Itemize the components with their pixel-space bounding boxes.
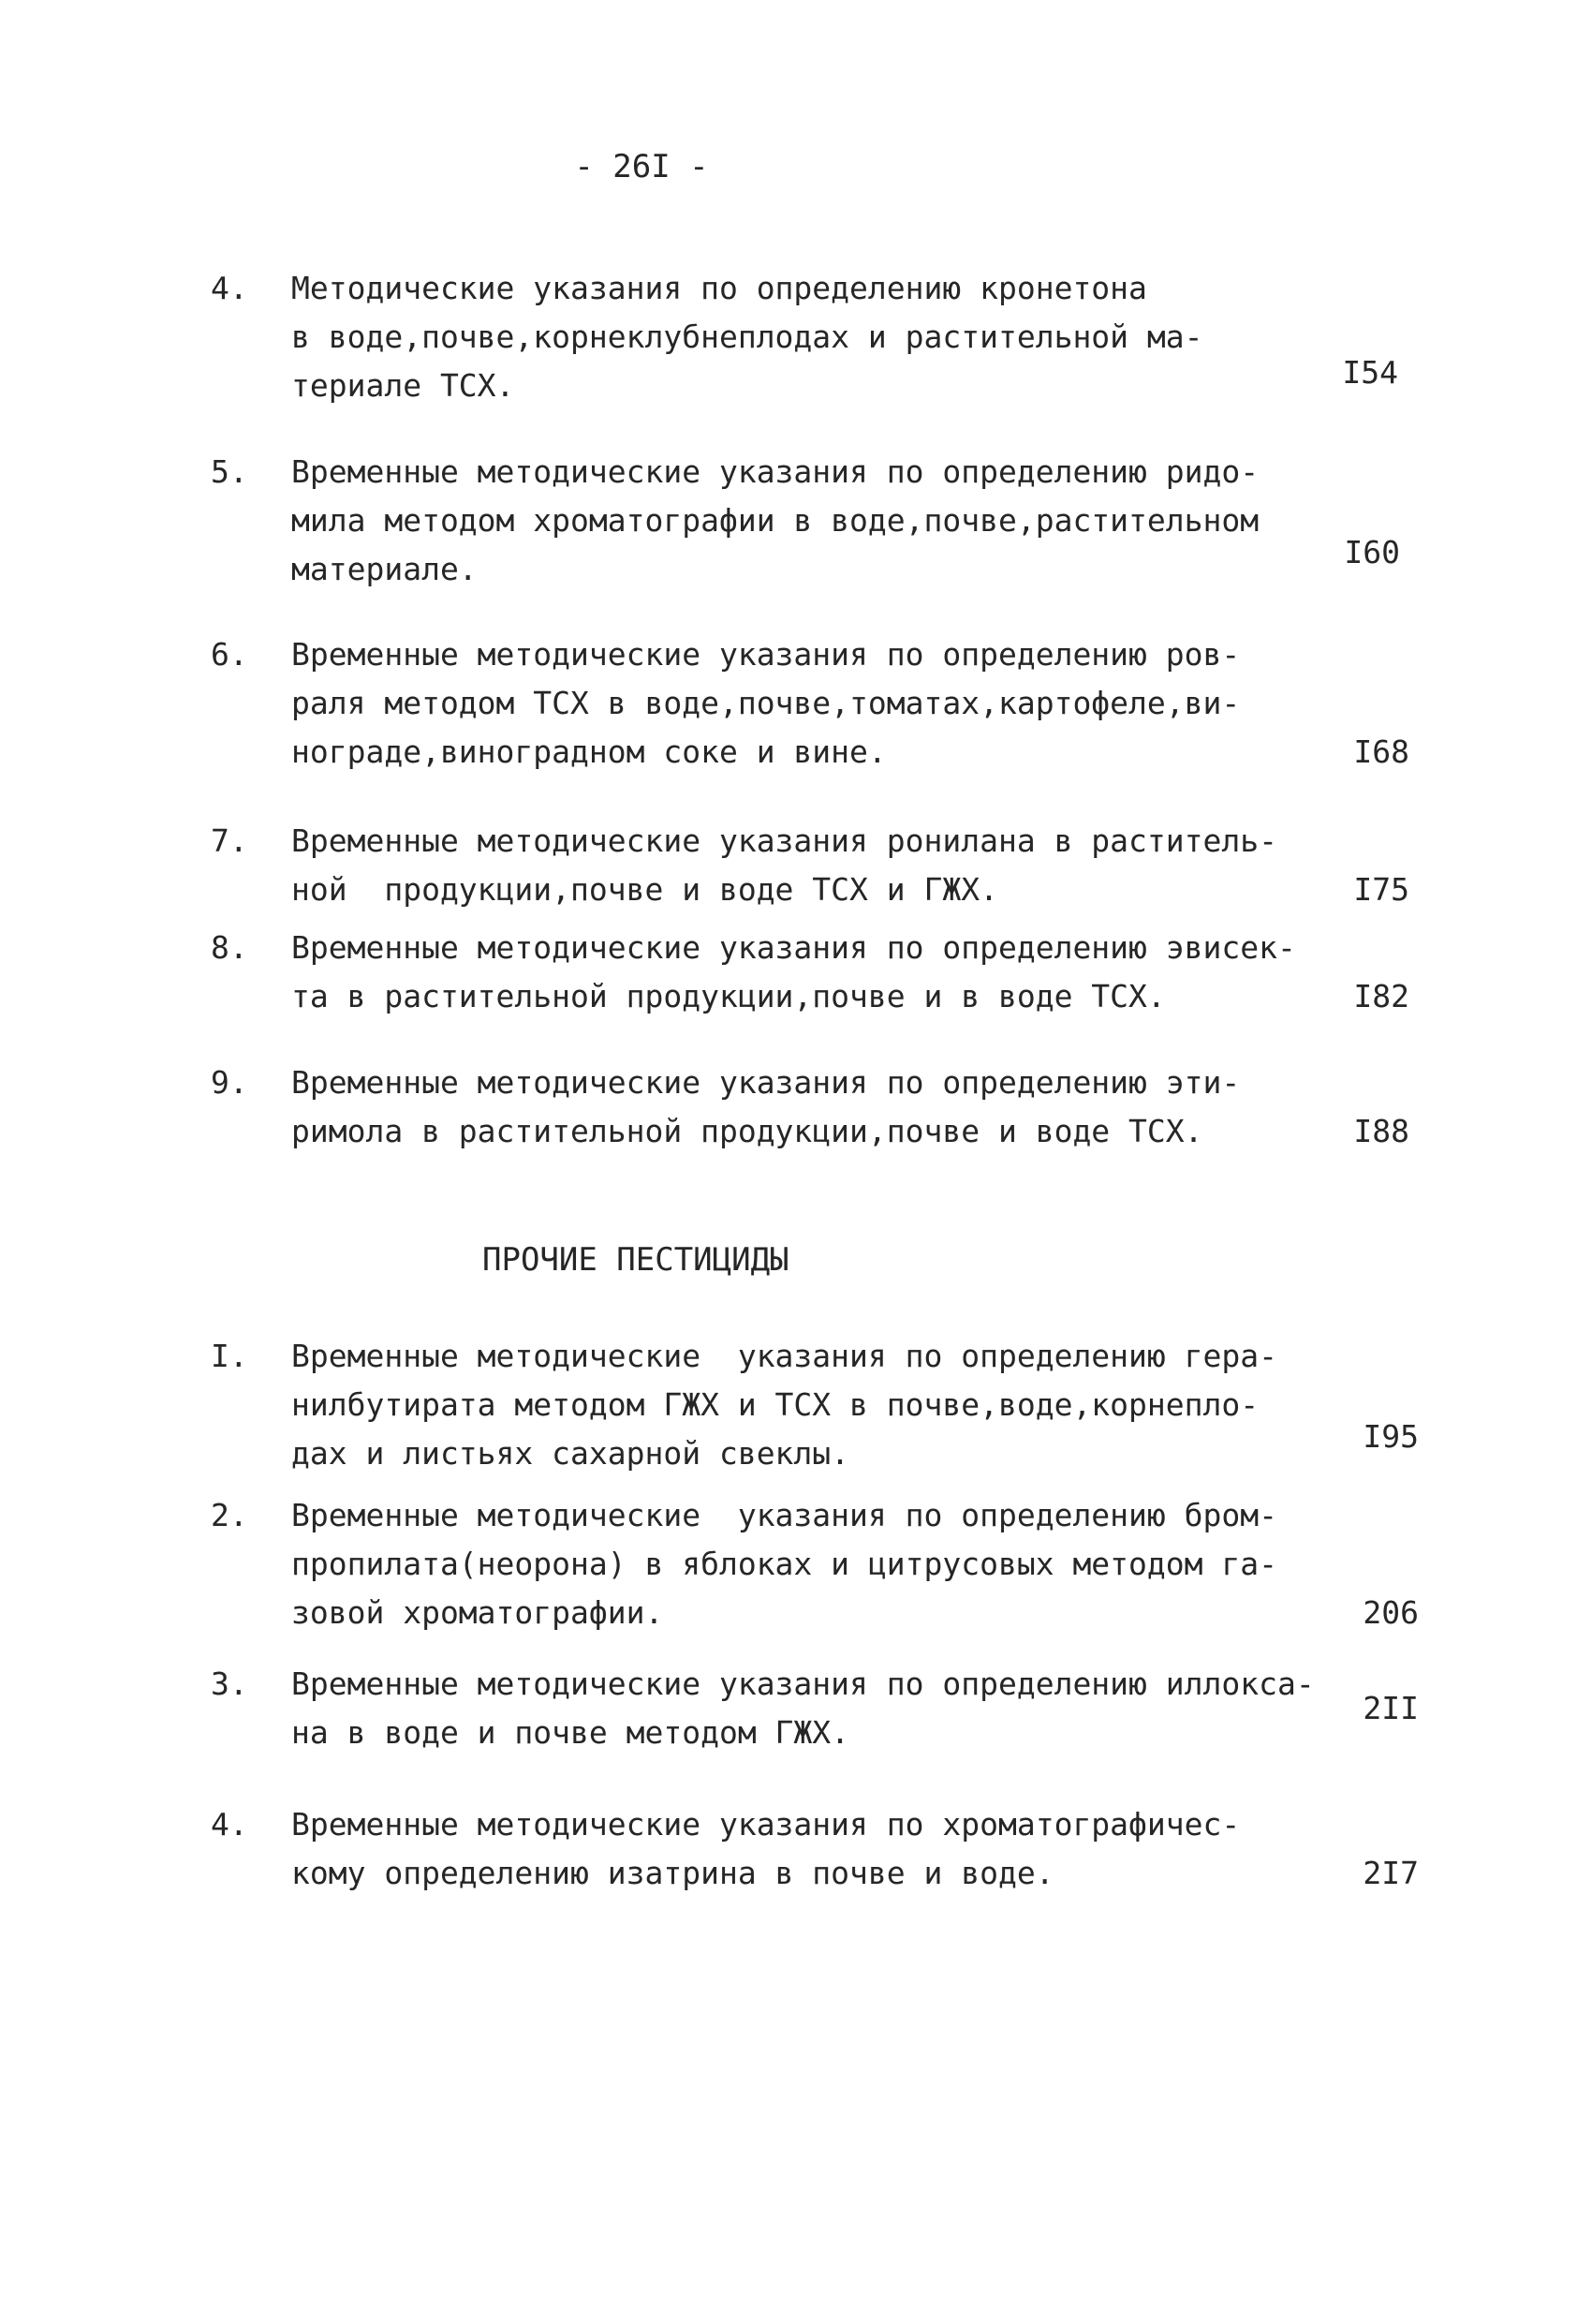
entry-number: 4. <box>211 270 248 306</box>
section-title: ПРОЧИЕ ПЕСТИЦИДЫ <box>482 1241 789 1279</box>
entry-line: Временные методические указания по определению ридо- <box>291 453 1260 490</box>
entry-line: Временные методические указания по определению бром- <box>291 1497 1277 1533</box>
entry-number: 8. <box>211 929 248 966</box>
entry-number: 5. <box>211 453 248 490</box>
entry-line: дах и листьях сахарной свеклы. <box>291 1435 850 1472</box>
toc-entry <box>211 630 1419 777</box>
toc-entry <box>211 1058 1419 1156</box>
entry-line: римола в растительной продукции,почве и воде ТСХ. <box>291 1113 1203 1149</box>
entry-page-number: I88 <box>1353 1113 1409 1149</box>
entry-line: Временные методические указания по определению гера- <box>291 1338 1277 1374</box>
entry-line: териале ТСХ. <box>291 367 515 404</box>
toc-entry <box>211 1332 1419 1478</box>
entry-line: нограде,виноградном соке и вине. <box>291 733 887 770</box>
entry-page-number: 2I7 <box>1363 1855 1419 1891</box>
entry-number: 6. <box>211 636 248 673</box>
entry-line: пропилата(неорона) в яблоках и цитрусовых методом га- <box>291 1546 1277 1582</box>
entry-page-number: I54 <box>1342 354 1398 391</box>
entry-number: 9. <box>211 1064 248 1101</box>
entry-page-number: 206 <box>1363 1594 1419 1631</box>
entry-number: 2. <box>211 1497 248 1533</box>
entry-number: 4. <box>211 1806 248 1843</box>
entry-line: ной продукции,почве и воде ТСХ и ГЖХ. <box>291 871 998 908</box>
page-number: - 26I - <box>574 148 709 185</box>
entry-line: Временные методические указания по определению эвисек- <box>291 929 1296 966</box>
entry-line: мила методом хроматографии в воде,почве,растительном <box>291 502 1260 539</box>
toc-entry <box>211 264 1419 410</box>
entry-page-number: I68 <box>1353 733 1409 770</box>
entry-line: Временные методические указания по хроматографичес- <box>291 1806 1241 1843</box>
entry-page-number: I95 <box>1363 1418 1419 1455</box>
entry-line: Временные методические указания по определению иллокса- <box>291 1665 1315 1702</box>
toc-entry <box>211 924 1419 1021</box>
entry-line: Временные методические указания ронилана в раститель- <box>291 822 1277 859</box>
entry-line: Методические указания по определению кронетона <box>291 270 1147 306</box>
entry-line: раля методом ТСХ в воде,почве,томатах,картофеле,ви- <box>291 685 1241 721</box>
entry-line: та в растительной продукции,почве и в воде ТСХ. <box>291 978 1166 1014</box>
entry-line: зовой хроматографии. <box>291 1594 664 1631</box>
entry-line: материале. <box>291 551 478 587</box>
entry-page-number: I82 <box>1353 978 1409 1014</box>
toc-entry <box>211 1660 1419 1757</box>
entry-line: кому определению изатрина в почве и воде. <box>291 1855 1054 1891</box>
toc-entry <box>211 1491 1419 1637</box>
entry-line: Временные методические указания по определению ров- <box>291 636 1241 673</box>
toc-entry <box>211 817 1419 914</box>
entry-line: нилбутирата методом ГЖХ и ТСХ в почве,воде,корнепло- <box>291 1386 1260 1423</box>
entry-number: I. <box>211 1338 248 1374</box>
toc-entry <box>211 448 1419 594</box>
entry-page-number: I75 <box>1353 871 1409 908</box>
entry-line: Временные методические указания по определению эти- <box>291 1064 1241 1101</box>
entry-line: на в воде и почве методом ГЖХ. <box>291 1714 850 1751</box>
entry-page-number: 2II <box>1363 1690 1419 1726</box>
entry-line: в воде,почве,корнеклубнеплодах и растительной ма- <box>291 318 1203 355</box>
entry-number: 7. <box>211 822 248 859</box>
toc-entry <box>211 1800 1419 1898</box>
entry-page-number: I60 <box>1344 534 1400 570</box>
entry-number: 3. <box>211 1665 248 1702</box>
